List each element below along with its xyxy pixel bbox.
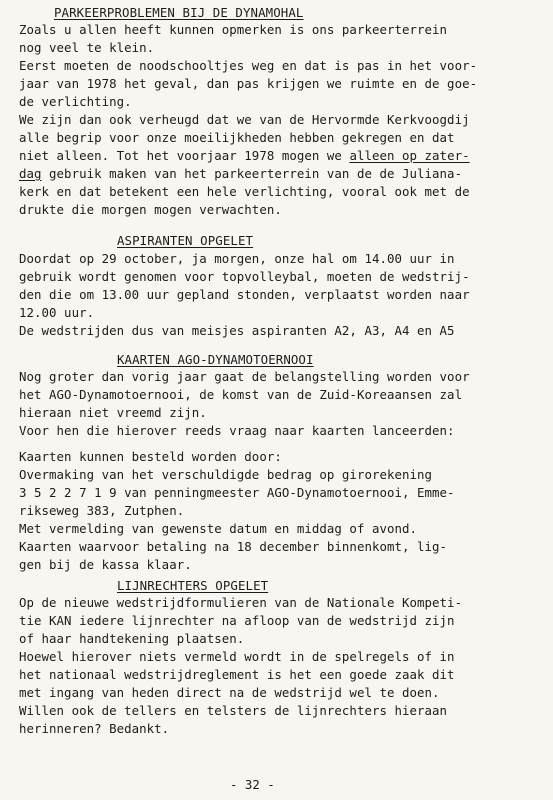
text-line: 12.00 uur. (19, 305, 95, 320)
text-line (19, 150, 470, 162)
text-line: Nog groter dan vorig jaar gaat de belangstelling worden voor (19, 369, 470, 384)
text-line: of haar handtekening plaatsen. (19, 631, 245, 646)
text-line: 3 5 2 2 7 1 9 van penningmeester AGO-Dynamotoernooi, Emme- (19, 485, 455, 500)
text-line: De wedstrijden dus van meisjes aspiranten A2, A3, A4 en A5 (19, 323, 455, 338)
text-line: met ingang van heden direct na de wedstrijd wel te doen. (19, 685, 440, 700)
text-line: kerk en dat betekent een hele verlichting, vooral ook met de (19, 184, 470, 199)
text-line: Op de nieuwe wedstrijdformulieren van de Nationale Kompeti- (19, 595, 463, 610)
section-heading-aspiranten: ASPIRANTEN OPGELET (117, 233, 254, 248)
text-line: rikseweg 383, Zutphen. (19, 503, 185, 518)
text-line: herinneren? Bedankt. (19, 721, 170, 736)
text-line: Met vermelding van gewenste datum en middag of avond. (19, 521, 418, 536)
text-line: gebruik wordt genomen voor topvolleybal, moeten de wedstrij- (19, 269, 470, 284)
text-line: gen bij de kassa klaar. (19, 557, 192, 572)
text-line (19, 168, 462, 180)
text-line: de verlichting. (19, 94, 132, 109)
text-line: nog veel te klein. (19, 40, 155, 55)
text-line: alle begrip voor onze moeilijkheden hebben gekregen en dat (19, 130, 455, 145)
text-line: het nationaal wedstrijdreglement is het een goede zaak dit (19, 667, 455, 682)
section-heading-lijnrechters: LIJNRECHTERS OPGELET (117, 578, 269, 593)
text-line: tie KAN iedere lijnrechter na afloop van de wedstrijd zijn (19, 613, 455, 628)
text-line: hieraan niet vreemd zijn. (19, 405, 207, 420)
text-line: drukte die morgen mogen verwachten. (19, 202, 282, 217)
text-line: We zijn dan ook verheugd dat we van de Hervormde Kerkvoogdij (19, 112, 470, 127)
page-number: - 32 - (230, 777, 275, 792)
text-line: Kaarten waarvoor betaling na 18 december binnenkomt, lig- (19, 539, 448, 554)
underlined-text: dag (19, 166, 42, 181)
section-heading-parkeerproblemen: PARKEERPROBLEMEN BIJ DE DYNAMOHAL (54, 5, 304, 20)
section-heading-kaarten: KAARTEN AGO-DYNAMOTOERNOOI (117, 352, 314, 367)
text-line: Eerst moeten de noodschooltjes weg en dat is pas in het voor- (19, 58, 478, 73)
text-line: Doordat op 29 october, ja morgen, onze hal om 14.00 uur in (19, 251, 455, 266)
text-fragment: niet alleen. Tot het voorjaar 1978 mogen we (19, 148, 350, 163)
text-line: het AGO-Dynamotoernooi, de komst van de Zuid-Koreaansen zal (19, 387, 463, 402)
text-line: jaar van 1978 het geval, dan pas krijgen we ruimte en de goe- (19, 76, 478, 91)
underlined-text: alleen op zater- (349, 148, 470, 163)
text-line: Zoals u allen heeft kunnen opmerken is ons parkeerterrein (19, 22, 448, 37)
text-line: Hoewel hierover niets vermeld wordt in de spelregels of in (19, 649, 455, 664)
text-line: Overmaking van het verschuldigde bedrag op girorekening (19, 467, 433, 482)
text-line: Voor hen die hierover reeds vraag naar kaarten lanceerden: (19, 423, 455, 438)
text-fragment: gebruik maken van het parkeerterrein van de de Juliana- (41, 166, 463, 181)
text-line: Willen ook de tellers en telsters de lijnrechters hieraan (19, 703, 448, 718)
text-line: Kaarten kunnen besteld worden door: (19, 449, 282, 464)
text-line: den die om 13.00 uur gepland stonden, verplaatst worden naar (19, 287, 470, 302)
